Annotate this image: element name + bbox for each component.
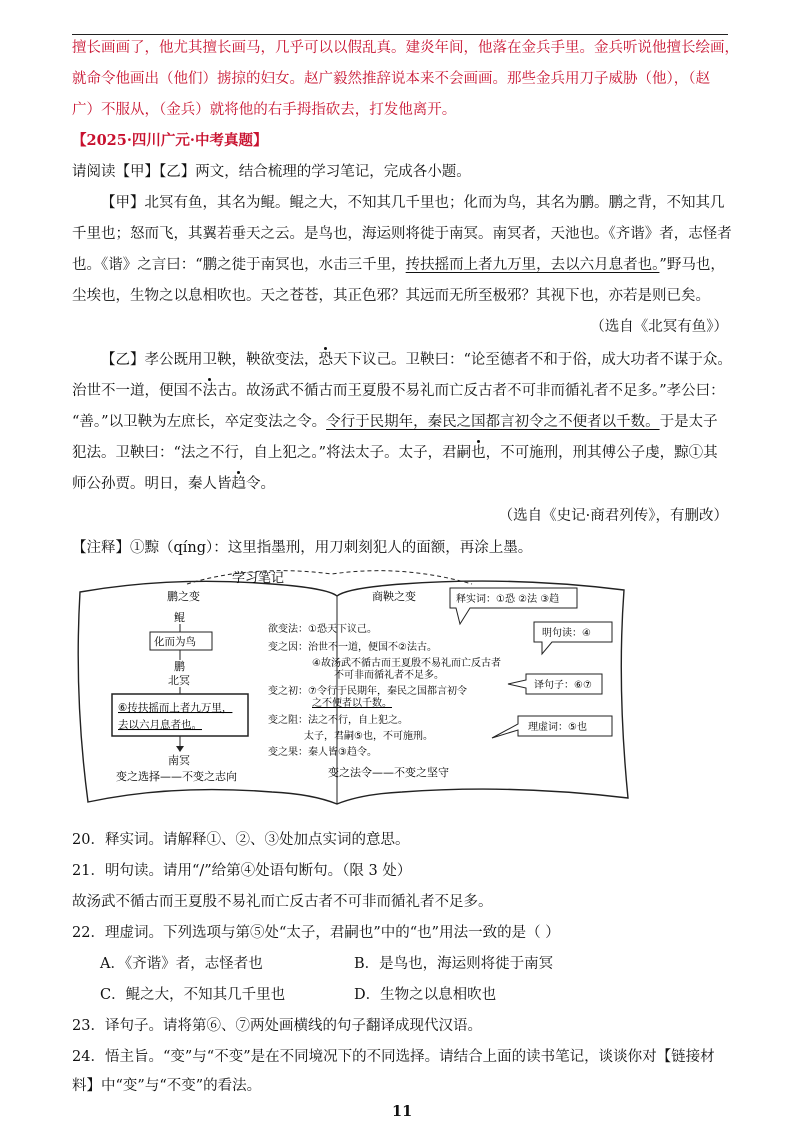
red-para-line-2: 就命令他画出（他们）掳掠的妇女。赵广毅然推辞说本来不会画画。那些金兵用刀子威胁（他），（赵 <box>72 71 710 87</box>
question-21: 21．明句读。请用“/”给第④处语句断句。（限 3 处） <box>72 863 412 879</box>
left-item-beiming: 北冥 <box>168 674 190 687</box>
right-choice: 变之法令——不变之坚守 <box>328 766 449 779</box>
left-dest: 南冥 <box>168 754 190 767</box>
instruction: 请阅读【甲】【乙】两文，结合梳理的学习笔记，完成各小题。 <box>72 164 471 180</box>
left-heading: 鹏之变 <box>167 590 200 603</box>
right-line-2: 变之因：治世不一道，便国不②法古。 <box>268 642 437 653</box>
left-item-hua: 化而为鸟 <box>154 636 196 648</box>
right-line-4: 不可非而循礼者不足多。 <box>334 670 444 681</box>
question-24-line-1: 24．悟主旨。“变”与“不变”是在不同境况下的不同选择。请结合上面的读书笔记，谈谈你对【链接材 <box>72 1049 715 1065</box>
yi-line-1: 【乙】孝公既用卫鞅，鞅欲变法，恐天下议己。卫鞅曰：“论至德者不和于俗，成大功者不谋于众。 <box>101 352 732 368</box>
yi-line-2: 治世不一道，便国不法古。故汤武不循古而王夏殷不易礼而亡反古者不可非而循礼者不足多。”孝公曰： <box>72 383 725 399</box>
study-notes-diagram <box>72 566 728 820</box>
question-20: 20．释实词。请解释①、②、③处加点实词的意思。 <box>72 832 410 848</box>
yi-line-4: 犯法。卫鞅曰：“法之不行，自上犯之。”将法太子。太子，君嗣也，不可施刑，刑其傅公子虔，黥①其 <box>72 445 718 461</box>
callout-shici: 释实词：①恐 ②法 ③趋 <box>456 594 560 605</box>
top-rule <box>72 34 728 35</box>
yi-line-5: 师公孙贾。明日，秦人皆趋令。 <box>72 476 275 492</box>
option-a[interactable]: A．《齐谐》者，志怪者也 <box>100 956 263 972</box>
dotted-char-1: 恐 <box>318 352 333 368</box>
jia-line-2: 千里也；怒而飞，其翼若垂天之云。是鸟也，海运则将徙于南冥。南冥者，天池也。《齐谐》者，志怪者 <box>72 226 732 242</box>
right-line-5: 变之初：⑦令行于民期年，秦民之国都言初令 <box>268 686 467 697</box>
callout-mingjudu: 明句读：④ <box>542 628 591 639</box>
underline-7: 令行于民期年，秦民之国都言初令之不便者以千数。 <box>326 414 660 430</box>
left-item-peng: 鹏 <box>174 660 185 673</box>
jia-line-3: 也。《谐》之言曰：“鹏之徙于南冥也，水击三千里，抟扶摇而上者九万里，去以六月息者也。”野马也， <box>72 257 725 273</box>
right-line-1: 欲变法：①恐天下议己。 <box>268 624 377 635</box>
jia-line-1: 【甲】北冥有鱼，其名为鲲。鲲之大，不知其几千里也；化而为鸟，其名为鹏。鹏之背，不知其几 <box>101 195 725 211</box>
dotted-char-3: 趋 <box>231 476 246 492</box>
yi-line-3: “善。”以卫鞅为左庶长，卒定变法之令。令行于民期年，秦民之国都言初令之不便者以千数。于是太子 <box>72 414 718 430</box>
callout-lixuci: 理虚词：⑤也 <box>528 722 587 733</box>
option-c[interactable]: C．鲲之大，不知其几千里也 <box>100 987 286 1003</box>
page-number: 11 <box>392 1103 413 1120</box>
left-box-line-2: 去以六月息者也。 <box>118 719 202 731</box>
jia-line-4: 尘埃也，生物之以息相吹也。天之苍苍，其正色邪？其远而无所至极邪？其视下也，亦若是则已矣。 <box>72 288 710 304</box>
left-box-line-1: ⑥抟扶摇而上者九万里， <box>118 702 233 714</box>
question-22: 22．理虚词。下列选项与第⑤处“太子，君嗣也”中的“也”用法一致的是（ ） <box>72 925 560 941</box>
yi-source: （选自《史记·商君列传》，有删改） <box>498 508 728 524</box>
question-23: 23．译句子。请将第⑥、⑦两处画横线的句子翻译成现代汉语。 <box>72 1018 482 1034</box>
right-heading: 商鞅之变 <box>372 590 416 603</box>
right-line-6: 之不便者以千数。 <box>312 698 392 709</box>
red-para-line-1: 擅长画画了，他尤其擅长画马，几乎可以以假乱真。建炎年间，他落在金兵手里。金兵听说他擅长绘画， <box>72 40 739 56</box>
option-d[interactable]: D．生物之以息相吹也 <box>354 987 497 1003</box>
source-tag: 【2025·四川广元·中考真题】 <box>72 132 268 149</box>
underline-6: 抟扶摇而上者九万里，去以六月息者也。 <box>405 257 660 273</box>
right-line-7: 变之阻：法之不行，自上犯之。 <box>268 715 408 726</box>
jia-source: （选自《北冥有鱼》） <box>590 319 728 335</box>
question-24-line-2: 料】中“变”与“不变”的看法。 <box>72 1078 262 1094</box>
left-item-kun: 鲲 <box>174 611 185 624</box>
right-line-3: ④故汤武不循古而王夏殷不易礼而亡反古者 <box>312 658 501 669</box>
callout-yijuzi: 译句子：⑥⑦ <box>534 680 592 691</box>
notes-title: 学习笔记 <box>232 571 285 586</box>
dotted-char-5: 也 <box>471 445 486 461</box>
question-21-text: 故汤武不循古而王夏殷不易礼而亡反古者不可非而循礼者不足多。 <box>72 894 493 910</box>
left-choice: 变之选择——不变之志向 <box>116 770 237 783</box>
option-b[interactable]: B．是鸟也，海运则将徙于南冥 <box>354 956 554 972</box>
annotation-note: 【注释】①黥（qíng）：这里指墨刑，用刀刺刻犯人的面额，再涂上墨。 <box>72 540 533 556</box>
dotted-char-2: 法 <box>202 383 217 399</box>
right-line-9: 变之果：秦人皆③趋令。 <box>268 747 377 758</box>
red-para-line-3: 广）不服从，（金兵）就将他的右手拇指砍去，打发他离开。 <box>72 102 457 118</box>
right-line-8: 太子，君嗣⑤也，不可施刑。 <box>304 731 433 742</box>
